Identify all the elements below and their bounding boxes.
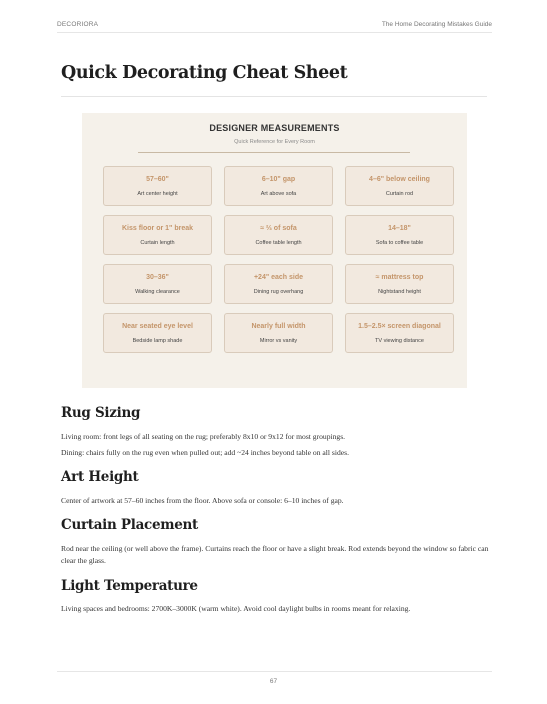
section-paragraph: Living spaces and bedrooms: 2700K–3000K (warm white). Avoid cool daylight bulbs in rooms meant for relaxing. [61,604,411,613]
tile-label: Sofa to coffee table [375,240,424,246]
tile-value: 4–6" below ceiling [369,176,430,183]
section-paragraph: Dining: chairs fully on the rug even when pulled out; add ~24 inches beyond table on all sides. [61,448,349,457]
measurement-tile [224,215,333,255]
tile-value: Nearly full width [251,323,306,330]
tile-label: Walking clearance [135,289,180,295]
tile-value: 30–36" [146,274,169,281]
page-number: 67 [269,678,278,685]
measurement-tile [224,313,333,353]
measurement-tile [103,264,212,304]
tile-label: Art above sofa [260,191,297,197]
tile-label: TV viewing distance [375,338,424,344]
section-paragraph: Living room: front legs of all seating on the rug; preferably 8x10 or 9x12 for most groupings. [61,432,346,441]
tile-value: 14–18" [388,225,411,232]
tile-value: 1.5–2.5× screen diagonal [358,323,441,330]
section-heading-art-height: Art Height [61,469,139,485]
tile-label: Art center height [137,191,178,197]
card-divider [138,152,410,153]
tile-value: Near seated eye level [122,323,193,330]
measurements-card [82,113,467,388]
measurement-tile [345,313,454,353]
section-heading-curtain-placement: Curtain Placement [61,517,198,533]
measurement-tile [345,264,454,304]
tile-label: Nightstand height [378,289,421,295]
tile-label: Coffee table length [255,240,302,246]
section-heading-rug-sizing: Rug Sizing [61,405,141,421]
measurement-tile [103,215,212,255]
measurement-tile [224,166,333,206]
tile-value: +24" each side [253,274,304,281]
tile-value: 57–60" [146,176,169,183]
section-paragraph: Rod near the ceiling (or well above the frame). Curtains reach the floor or have a slight break. Rod extends beyond the window so fabric can clear the glass. [61,544,489,565]
brand-name: DECORIORA [57,21,99,28]
measurement-tile [224,264,333,304]
footer-divider [57,671,492,672]
page-header [57,20,492,33]
tile-label: Curtain rod [385,191,414,197]
guide-title: The Home Decorating Mistakes Guide [381,21,492,28]
measurement-tile [103,166,212,206]
tile-label: Curtain length [140,240,175,246]
measurement-tile [103,313,212,353]
page-title: Quick Decorating Cheat Sheet [61,63,348,83]
tile-label: Mirror vs vanity [259,338,298,344]
tile-value: Kiss floor or 1" break [121,225,193,232]
measurement-tile [345,166,454,206]
title-divider [61,96,487,97]
tile-value: 6–10" gap [261,176,296,183]
section-heading-light-temperature: Light Temperature [61,578,198,594]
card-title: DESIGNER MEASUREMENTS [209,123,340,133]
measurement-tile [345,215,454,255]
tile-value: ≈ mattress top [375,274,424,281]
tile-value: ≈ ⅔ of sofa [260,225,297,232]
tile-label: Bedside lamp shade [132,338,183,344]
section-paragraph: Center of artwork at 57–60 inches from the floor. Above sofa or console: 6–10 inches of gap. [61,496,344,505]
card-subtitle: Quick Reference for Every Room [234,139,315,145]
tile-label: Dining rug overhang [253,289,304,295]
